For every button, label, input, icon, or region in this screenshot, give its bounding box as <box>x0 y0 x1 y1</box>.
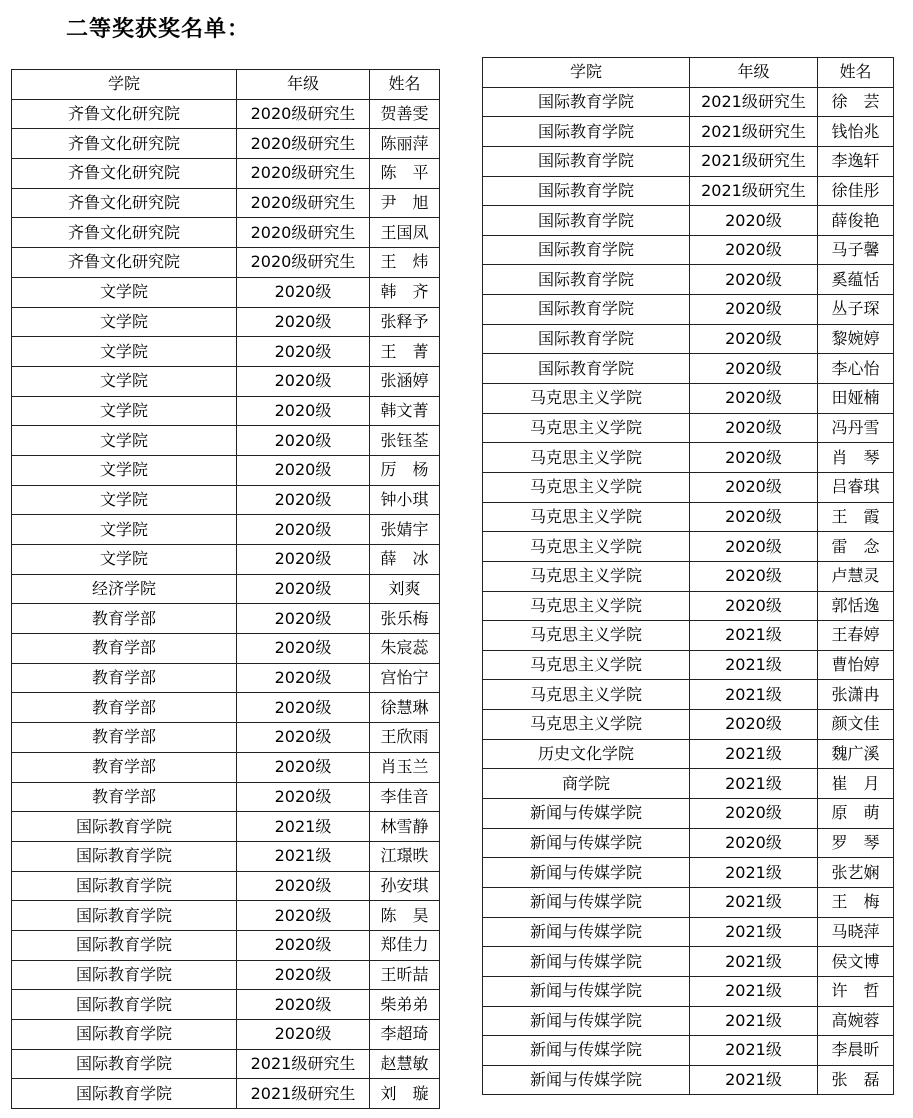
college-cell: 新闻与传媒学院 <box>483 1065 690 1095</box>
college-cell: 文学院 <box>12 545 237 575</box>
name-cell: 王欣雨 <box>370 723 440 753</box>
college-cell: 国际教育学院 <box>12 960 237 990</box>
college-cell: 教育学部 <box>12 752 237 782</box>
table-row <box>12 545 440 575</box>
college-cell: 新闻与传媒学院 <box>483 1006 690 1036</box>
name-cell: 尹 旭 <box>370 188 440 218</box>
grade-cell: 2021级 <box>690 769 818 799</box>
table-row <box>12 752 440 782</box>
grade-cell: 2020级 <box>237 901 370 931</box>
table-row <box>12 455 440 485</box>
table-row <box>12 485 440 515</box>
award-table-right <box>482 57 894 1095</box>
grade-cell: 2021级研究生 <box>690 146 818 176</box>
name-cell: 雷 念 <box>818 532 894 562</box>
college-cell: 文学院 <box>12 337 237 367</box>
name-cell: 贺善雯 <box>370 99 440 129</box>
college-cell: 新闻与传媒学院 <box>483 947 690 977</box>
table-row <box>12 574 440 604</box>
grade-cell: 2020级 <box>690 324 818 354</box>
grade-cell: 2020级 <box>237 663 370 693</box>
name-cell: 郑佳力 <box>370 930 440 960</box>
name-cell: 钟小琪 <box>370 485 440 515</box>
college-cell: 教育学部 <box>12 663 237 693</box>
grade-cell: 2020级 <box>690 235 818 265</box>
name-cell: 魏广溪 <box>818 739 894 769</box>
college-cell: 国际教育学院 <box>483 206 690 236</box>
grade-cell: 2020级研究生 <box>237 218 370 248</box>
grade-cell: 2021级 <box>690 650 818 680</box>
college-cell: 马克思主义学院 <box>483 650 690 680</box>
table-row <box>12 307 440 337</box>
college-cell: 文学院 <box>12 485 237 515</box>
table-row <box>12 901 440 931</box>
college-cell: 文学院 <box>12 366 237 396</box>
name-cell: 徐 芸 <box>818 87 894 117</box>
table-row <box>483 1036 894 1066</box>
college-cell: 齐鲁文化研究院 <box>12 129 237 159</box>
college-cell: 国际教育学院 <box>483 235 690 265</box>
college-cell: 齐鲁文化研究院 <box>12 99 237 129</box>
grade-cell: 2020级 <box>690 206 818 236</box>
grade-cell: 2020级 <box>690 265 818 295</box>
college-cell: 新闻与传媒学院 <box>483 887 690 917</box>
grade-cell: 2020级 <box>237 723 370 753</box>
table-row <box>12 990 440 1020</box>
name-cell: 钱怡兆 <box>818 117 894 147</box>
college-cell: 马克思主义学院 <box>483 621 690 651</box>
college-cell: 国际教育学院 <box>12 812 237 842</box>
table-row <box>483 265 894 295</box>
grade-cell: 2021级 <box>690 621 818 651</box>
table-row <box>483 828 894 858</box>
grade-cell: 2021级 <box>690 917 818 947</box>
college-cell: 国际教育学院 <box>12 901 237 931</box>
table-row <box>12 515 440 545</box>
grade-cell: 2021级研究生 <box>237 1079 370 1109</box>
name-cell: 厉 杨 <box>370 455 440 485</box>
grade-cell: 2020级 <box>237 485 370 515</box>
table-row <box>12 159 440 189</box>
name-cell: 王 霞 <box>818 502 894 532</box>
college-cell: 马克思主义学院 <box>483 472 690 502</box>
college-cell: 国际教育学院 <box>483 295 690 325</box>
name-cell: 冯丹雪 <box>818 413 894 443</box>
table-row <box>12 634 440 664</box>
table-row <box>12 396 440 426</box>
table-row <box>483 561 894 591</box>
name-cell: 薛俊艳 <box>818 206 894 236</box>
table-row <box>12 930 440 960</box>
grade-cell: 2020级 <box>690 295 818 325</box>
college-cell: 马克思主义学院 <box>483 591 690 621</box>
table-row <box>483 443 894 473</box>
college-cell: 马克思主义学院 <box>483 413 690 443</box>
grade-cell: 2020级 <box>237 574 370 604</box>
table-row <box>483 917 894 947</box>
grade-cell: 2020级 <box>237 515 370 545</box>
grade-cell: 2020级 <box>690 354 818 384</box>
college-cell: 教育学部 <box>12 723 237 753</box>
table-row <box>483 887 894 917</box>
name-cell: 田娅楠 <box>818 384 894 414</box>
table-row <box>483 621 894 651</box>
name-cell: 吕睿琪 <box>818 472 894 502</box>
name-cell: 侯文博 <box>818 947 894 977</box>
name-cell: 李超琦 <box>370 1020 440 1050</box>
page-title: 二等奖获奖名单： <box>66 17 251 42</box>
table-row <box>483 206 894 236</box>
grade-cell: 2020级 <box>237 960 370 990</box>
grade-cell: 2021级 <box>690 1065 818 1095</box>
table-row <box>12 782 440 812</box>
college-cell: 国际教育学院 <box>12 871 237 901</box>
header-name-cell: 姓名 <box>818 58 894 88</box>
table-row <box>12 693 440 723</box>
college-cell: 新闻与传媒学院 <box>483 976 690 1006</box>
name-cell: 陈 昊 <box>370 901 440 931</box>
name-cell: 曹怡婷 <box>818 650 894 680</box>
table-row <box>12 248 440 278</box>
table-row <box>483 769 894 799</box>
college-cell: 经济学院 <box>12 574 237 604</box>
grade-cell: 2020级 <box>237 752 370 782</box>
table-header-row <box>483 58 894 88</box>
table-row <box>12 604 440 634</box>
table-row <box>12 663 440 693</box>
table-row <box>483 235 894 265</box>
table-row <box>12 188 440 218</box>
college-cell: 文学院 <box>12 396 237 426</box>
college-cell: 国际教育学院 <box>12 990 237 1020</box>
name-cell: 张涵婷 <box>370 366 440 396</box>
table-row <box>483 650 894 680</box>
grade-cell: 2020级 <box>690 532 818 562</box>
college-cell: 新闻与传媒学院 <box>483 799 690 829</box>
grade-cell: 2021级 <box>690 887 818 917</box>
college-cell: 齐鲁文化研究院 <box>12 188 237 218</box>
name-cell: 陈丽萍 <box>370 129 440 159</box>
college-cell: 教育学部 <box>12 604 237 634</box>
grade-cell: 2021级 <box>237 812 370 842</box>
grade-cell: 2020级研究生 <box>237 159 370 189</box>
college-cell: 齐鲁文化研究院 <box>12 248 237 278</box>
name-cell: 宫怡宁 <box>370 663 440 693</box>
grade-cell: 2021级研究生 <box>690 117 818 147</box>
table-row <box>483 532 894 562</box>
header-name-cell: 姓名 <box>370 70 440 100</box>
grade-cell: 2020级 <box>237 930 370 960</box>
grade-cell: 2021级 <box>690 739 818 769</box>
college-cell: 国际教育学院 <box>483 146 690 176</box>
table-row <box>483 87 894 117</box>
table-row <box>483 1065 894 1095</box>
name-cell: 张乐梅 <box>370 604 440 634</box>
grade-cell: 2020级 <box>237 545 370 575</box>
name-cell: 崔 月 <box>818 769 894 799</box>
name-cell: 张钰荃 <box>370 426 440 456</box>
table-header-row <box>12 70 440 100</box>
table-row <box>12 723 440 753</box>
name-cell: 黎婉婷 <box>818 324 894 354</box>
table-row <box>12 1079 440 1109</box>
name-cell: 刘 璇 <box>370 1079 440 1109</box>
college-cell: 国际教育学院 <box>12 930 237 960</box>
college-cell: 齐鲁文化研究院 <box>12 218 237 248</box>
college-cell: 国际教育学院 <box>483 117 690 147</box>
grade-cell: 2020级 <box>237 782 370 812</box>
college-cell: 新闻与传媒学院 <box>483 917 690 947</box>
college-cell: 国际教育学院 <box>483 324 690 354</box>
college-cell: 新闻与传媒学院 <box>483 858 690 888</box>
name-cell: 李逸轩 <box>818 146 894 176</box>
grade-cell: 2020级 <box>690 443 818 473</box>
college-cell: 文学院 <box>12 277 237 307</box>
grade-cell: 2021级研究生 <box>690 176 818 206</box>
grade-cell: 2020级 <box>237 634 370 664</box>
grade-cell: 2020级 <box>690 710 818 740</box>
name-cell: 韩文菁 <box>370 396 440 426</box>
name-cell: 陈 平 <box>370 159 440 189</box>
college-cell: 商学院 <box>483 769 690 799</box>
college-cell: 齐鲁文化研究院 <box>12 159 237 189</box>
college-cell: 马克思主义学院 <box>483 532 690 562</box>
grade-cell: 2020级 <box>690 472 818 502</box>
name-cell: 丛子琛 <box>818 295 894 325</box>
name-cell: 赵慧敏 <box>370 1049 440 1079</box>
name-cell: 王春婷 <box>818 621 894 651</box>
grade-cell: 2020级 <box>690 799 818 829</box>
grade-cell: 2020级研究生 <box>237 248 370 278</box>
name-cell: 林雪静 <box>370 812 440 842</box>
table-row <box>12 218 440 248</box>
college-cell: 教育学部 <box>12 634 237 664</box>
grade-cell: 2020级 <box>690 384 818 414</box>
table-row <box>483 146 894 176</box>
name-cell: 朱宸蕊 <box>370 634 440 664</box>
college-cell: 新闻与传媒学院 <box>483 1036 690 1066</box>
grade-cell: 2021级 <box>237 841 370 871</box>
grade-cell: 2020级 <box>690 828 818 858</box>
header-college-cell: 学院 <box>12 70 237 100</box>
table-row <box>483 413 894 443</box>
name-cell: 高婉蓉 <box>818 1006 894 1036</box>
grade-cell: 2020级 <box>237 426 370 456</box>
grade-cell: 2020级 <box>690 413 818 443</box>
name-cell: 江璟昳 <box>370 841 440 871</box>
grade-cell: 2021级 <box>690 680 818 710</box>
name-cell: 王 菁 <box>370 337 440 367</box>
name-cell: 原 萌 <box>818 799 894 829</box>
name-cell: 王国凤 <box>370 218 440 248</box>
name-cell: 李心怡 <box>818 354 894 384</box>
college-cell: 马克思主义学院 <box>483 561 690 591</box>
grade-cell: 2020级 <box>237 693 370 723</box>
table-row <box>12 841 440 871</box>
table-row <box>483 858 894 888</box>
college-cell: 新闻与传媒学院 <box>483 828 690 858</box>
table-row <box>12 871 440 901</box>
table-row <box>12 366 440 396</box>
name-cell: 薛 冰 <box>370 545 440 575</box>
name-cell: 张婧宇 <box>370 515 440 545</box>
name-cell: 卢慧灵 <box>818 561 894 591</box>
award-table-left <box>11 69 440 1109</box>
table-row <box>483 354 894 384</box>
college-cell: 国际教育学院 <box>483 87 690 117</box>
college-cell: 教育学部 <box>12 693 237 723</box>
name-cell: 王昕喆 <box>370 960 440 990</box>
name-cell: 马子馨 <box>818 235 894 265</box>
grade-cell: 2020级 <box>237 455 370 485</box>
table-row <box>12 337 440 367</box>
college-cell: 国际教育学院 <box>12 1079 237 1109</box>
name-cell: 李佳音 <box>370 782 440 812</box>
grade-cell: 2021级 <box>690 1036 818 1066</box>
college-cell: 国际教育学院 <box>12 1049 237 1079</box>
table-row <box>483 295 894 325</box>
table-row <box>483 502 894 532</box>
college-cell: 马克思主义学院 <box>483 502 690 532</box>
table-row <box>483 680 894 710</box>
table-row <box>483 472 894 502</box>
college-cell: 文学院 <box>12 455 237 485</box>
name-cell: 奚蕴恬 <box>818 265 894 295</box>
name-cell: 肖玉兰 <box>370 752 440 782</box>
grade-cell: 2021级研究生 <box>690 87 818 117</box>
table-row <box>12 426 440 456</box>
name-cell: 郭恬逸 <box>818 591 894 621</box>
grade-cell: 2021级 <box>690 1006 818 1036</box>
name-cell: 王 炜 <box>370 248 440 278</box>
name-cell: 肖 琴 <box>818 443 894 473</box>
table-row <box>12 129 440 159</box>
name-cell: 颜文佳 <box>818 710 894 740</box>
name-cell: 李晨昕 <box>818 1036 894 1066</box>
name-cell: 王 梅 <box>818 887 894 917</box>
grade-cell: 2020级 <box>690 561 818 591</box>
table-row <box>12 1020 440 1050</box>
table-row <box>12 277 440 307</box>
grade-cell: 2020级 <box>237 871 370 901</box>
name-cell: 罗 琴 <box>818 828 894 858</box>
grade-cell: 2020级 <box>237 1020 370 1050</box>
table-row <box>483 324 894 354</box>
table-row <box>483 591 894 621</box>
grade-cell: 2020级研究生 <box>237 129 370 159</box>
table-row <box>483 384 894 414</box>
grade-cell: 2020级 <box>237 990 370 1020</box>
table-row <box>12 1049 440 1079</box>
college-cell: 马克思主义学院 <box>483 384 690 414</box>
college-cell: 文学院 <box>12 307 237 337</box>
grade-cell: 2020级 <box>237 337 370 367</box>
name-cell: 张潇冉 <box>818 680 894 710</box>
college-cell: 国际教育学院 <box>483 176 690 206</box>
grade-cell: 2020级 <box>237 307 370 337</box>
table-row <box>483 947 894 977</box>
name-cell: 韩 齐 <box>370 277 440 307</box>
table-row <box>12 960 440 990</box>
college-cell: 历史文化学院 <box>483 739 690 769</box>
name-cell: 徐佳彤 <box>818 176 894 206</box>
college-cell: 国际教育学院 <box>483 265 690 295</box>
college-cell: 文学院 <box>12 426 237 456</box>
grade-cell: 2021级研究生 <box>237 1049 370 1079</box>
grade-cell: 2020级 <box>237 396 370 426</box>
name-cell: 刘爽 <box>370 574 440 604</box>
name-cell: 孙安琪 <box>370 871 440 901</box>
header-grade-cell: 年级 <box>237 70 370 100</box>
table-row <box>483 1006 894 1036</box>
table-row <box>483 799 894 829</box>
table-row <box>12 99 440 129</box>
table-row <box>483 739 894 769</box>
table-row <box>483 976 894 1006</box>
grade-cell: 2020级研究生 <box>237 188 370 218</box>
header-grade-cell: 年级 <box>690 58 818 88</box>
header-college-cell: 学院 <box>483 58 690 88</box>
name-cell: 张释予 <box>370 307 440 337</box>
name-cell: 张艺娴 <box>818 858 894 888</box>
college-cell: 国际教育学院 <box>12 841 237 871</box>
table-row <box>483 710 894 740</box>
grade-cell: 2020级 <box>237 277 370 307</box>
college-cell: 国际教育学院 <box>12 1020 237 1050</box>
grade-cell: 2020级 <box>690 591 818 621</box>
table-row <box>483 117 894 147</box>
name-cell: 许 哲 <box>818 976 894 1006</box>
grade-cell: 2020级 <box>237 604 370 634</box>
grade-cell: 2020级 <box>690 502 818 532</box>
college-cell: 马克思主义学院 <box>483 443 690 473</box>
table-row <box>12 812 440 842</box>
college-cell: 马克思主义学院 <box>483 680 690 710</box>
college-cell: 国际教育学院 <box>483 354 690 384</box>
name-cell: 张 磊 <box>818 1065 894 1095</box>
grade-cell: 2021级 <box>690 976 818 1006</box>
grade-cell: 2021级 <box>690 858 818 888</box>
grade-cell: 2020级研究生 <box>237 99 370 129</box>
college-cell: 文学院 <box>12 515 237 545</box>
name-cell: 马晓萍 <box>818 917 894 947</box>
name-cell: 柴弟弟 <box>370 990 440 1020</box>
college-cell: 教育学部 <box>12 782 237 812</box>
name-cell: 徐慧琳 <box>370 693 440 723</box>
grade-cell: 2020级 <box>237 366 370 396</box>
grade-cell: 2021级 <box>690 947 818 977</box>
college-cell: 马克思主义学院 <box>483 710 690 740</box>
table-row <box>483 176 894 206</box>
